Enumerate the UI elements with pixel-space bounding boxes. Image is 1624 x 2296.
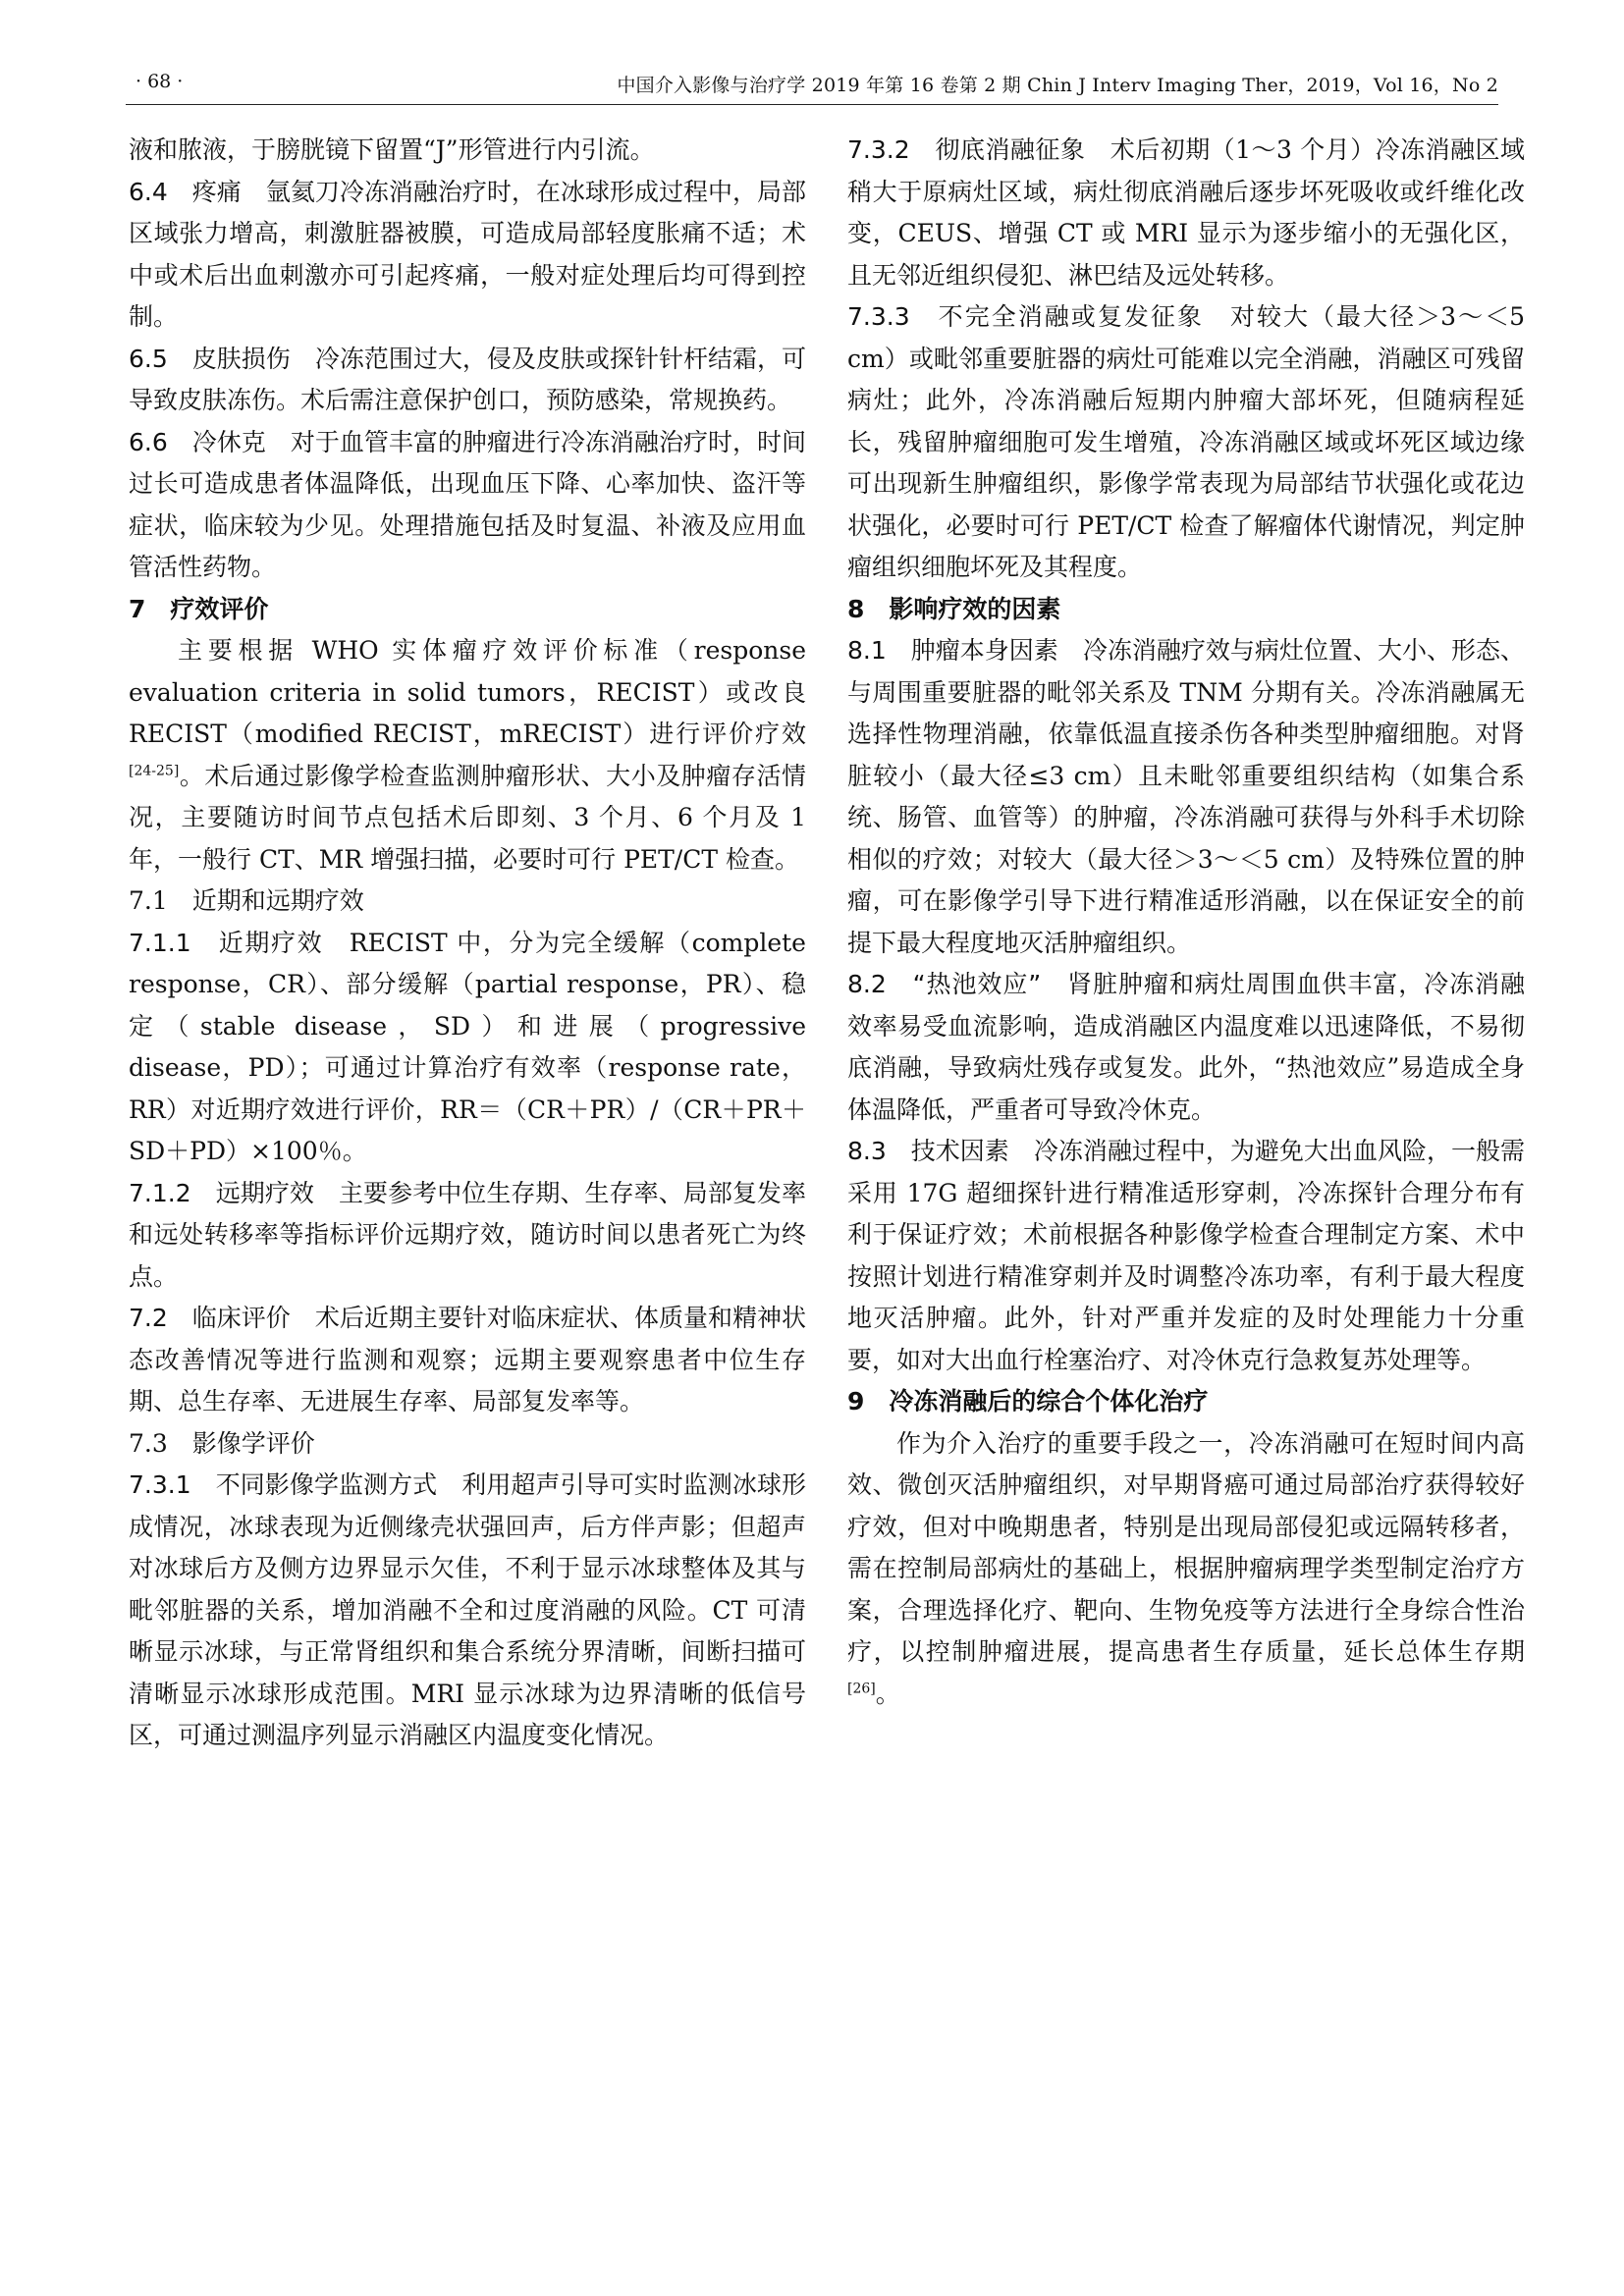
section-text: 冷冻消融过程中，为避免大出血风险，一般需采用 17G 超细探针进行精准适形穿刺，冷冻探针合理分布有利于保证疗效；术前根据各种影像学检查合理制定方案、术中按照计划进行精准穿刺并及时调整冷冻功率，有利于最大程度地灭活肿瘤。此外，针对严重并发症的及时处理能力十分重要，如对大出血行栓塞治疗、对冷休克行急救复苏处理等。 [847,1137,1525,1374]
section-text: 氩氦刀冷冻消融治疗时，在冰球形成过程中，局部区域张力增高，刺激脏器被膜，可造成局部轻度胀痛不适；术中或术后出血刺激亦可引起疼痛，一般对症处理后均可得到控制。 [129,177,806,331]
section-6-4 [129,172,806,339]
section-label: 7.2 临床评价 [129,1304,315,1332]
section-label: 7.3.1 不同影像学监测方式 [129,1470,462,1499]
section-8-1 [847,630,1525,964]
section-text: 主要参考中位生存期、生存率、局部复发率和远处转移率等指标评价远期疗效，随访时间以患者死亡为终点。 [129,1178,806,1291]
section-8-2 [847,964,1525,1131]
heading-7: 7 疗效评价 [129,594,269,623]
section-label: 7.3.2 彻底消融征象 [847,135,1110,164]
citation-ref: [26] [847,1681,876,1697]
paragraph: 作为介入治疗的重要手段之一，冷冻消融可在短时间内高效、微创灭活肿瘤组织，对早期肾癌可通过局部治疗获得较好疗效，但对中晚期患者，特别是出现局部侵犯或远隔转移者，需在控制局部病灶的基础上，根据肿瘤病理学类型制定治疗方案，合理选择化疗、靶向、生物免疫等方法进行全身综合性治疗，以控制肿瘤进展，提高患者生存质量，延长总体生存期[26]。 [847,1428,1525,1708]
journal-citation: 中国介入影像与治疗学 2019 年第 16 卷第 2 期 Chin J Interv Imaging Ther，2019，Vol 16，No 2 [617,75,1498,96]
section-text: 冷冻消融疗效与病灶位置、大小、形态、与周围重要脏器的毗邻关系及 TNM 分期有关。冷冻消融属无选择性物理消融，依靠低温直接杀伤各种类型肿瘤细胞。对肾脏较小（最大径≤3 cm）且未毗邻重要组织结构（如集合系统、肠管、血管等）的肿瘤，冷冻消融可获得与外科手术切除相似的疗效；对较大（最大径＞3～＜5 cm）及特殊位置的肿瘤，可在影像学引导下进行精准适形消融，以在保证安全的前提下最大程度地灭活肿瘤组织。 [847,636,1525,957]
section-6-5 [129,339,806,422]
section-text: 利用超声引导可实时监测冰球形成情况，冰球表现为近侧缘壳状强回声，后方伴声影；但超声对冰球后方及侧方边界显示欠佳，不利于显示冰球整体及其与毗邻脏器的关系，增加消融不全和过度消融的风险。CT 可清晰显示冰球，与正常肾组织和集合系统分界清晰，间断扫描可清晰显示冰球形成范围。MRI 显示冰球为边界清晰的低信号区，可通过测温序列显示消融区内温度变化情况。 [129,1470,806,1749]
heading-8: 8 影响疗效的因素 [847,594,1061,623]
section-7-1-2 [129,1173,806,1299]
heading-7-1: 7.1 近期和远期疗效 [129,886,364,915]
citation-ref: [24-25] [129,763,180,779]
section-7-3-2 [847,130,1525,296]
heading-9: 9 冷冻消融后的综合个体化治疗 [847,1387,1209,1415]
running-header [126,65,1498,105]
section-label: 8.3 技术因素 [847,1137,1034,1165]
section-label: 8.1 肿瘤本身因素 [847,636,1083,665]
section-text: 冷冻范围过大，侵及皮肤或探针针杆结霜，可导致皮肤冻伤。术后需注意保护创口，预防感染，常规换药。 [129,344,806,414]
section-6-6 [129,422,806,589]
section-label: 6.4 疼痛 [129,177,266,206]
section-8-3 [847,1131,1525,1381]
section-text: 术后近期主要针对临床症状、体质量和精神状态改善情况等进行监测和观察；远期主要观察患者中位生存期、总生存率、无进展生存率、局部复发率等。 [129,1304,806,1415]
section-label: 6.5 皮肤损伤 [129,344,315,373]
section-text: 肾脏肿瘤和病灶周围血供丰富，冷冻消融效率易受血流影响，造成消融区内温度难以迅速降低，不易彻底消融，导致病灶残存或复发。此外，“热池效应”易造成全身体温降低，严重者可导致冷休克。 [847,970,1525,1124]
section-7-3-1 [129,1465,806,1757]
section-7-1-1 [129,923,806,1173]
section-text: 对于血管丰富的肿瘤进行冷冻消融治疗时，时间过长可造成患者体温降低，出现血压下降、心率加快、盗汗等症状，临床较为少见。处理措施包括及时复温、补液及应用血管活性药物。 [129,427,806,581]
section-text: 对较大（最大径＞3～＜5 cm）或毗邻重要脏器的病灶可能难以完全消融，消融区可残留病灶；此外，冷冻消融后短期内肿瘤大部坏死，但随病程延长，残留肿瘤细胞可发生增殖，冷冻消融区域或坏死区域边缘可出现新生肿瘤组织，影像学常表现为局部结节状强化或花边状强化，必要时可行 PET/CT 检查了解瘤体代谢情况，判定肿瘤组织细胞坏死及其程度。 [847,302,1525,581]
section-label: 8.2 “热池效应” [847,970,1068,998]
section-7-2 [129,1298,806,1423]
section-7-3-3 [847,296,1525,589]
right-column [847,130,1525,1715]
paragraph: 液和脓液，于膀胱镜下留置“J”形管进行内引流。 [129,135,655,164]
heading-7-3: 7.3 影像学评价 [129,1428,315,1458]
section-text: RECIST 中，分为完全缓解（complete response，CR）、部分缓解（partial response，PR）、稳定（stable disease，SD）和进展（progressive disease，PD）；可通过计算治疗有效率（response rate，RR）对近期疗效进行评价，RR＝（CR＋PR）/（CR＋PR＋SD＋PD）×100％。 [129,928,806,1165]
left-column [129,130,806,1757]
section-label: 7.1.2 远期疗效 [129,1178,339,1207]
section-text: 术后初期（1～3 个月）冷冻消融区域稍大于原病灶区域，病灶彻底消融后逐步坏死吸收或纤维化改变，CEUS、增强 CT 或 MRI 显示为逐步缩小的无强化区，且无邻近组织侵犯、淋巴结及远处转移。 [847,135,1525,290]
page-number: · 68 · [135,71,184,92]
section-label: 7.3.3 不完全消融或复发征象 [847,302,1230,331]
paragraph: 主要根据 WHO 实体瘤疗效评价标准（response evaluation criteria in solid tumors，RECIST）或改良 RECIST（modified RECIST，mRECIST）进行评价疗效[24-25]。术后通过影像学检查监测肿瘤形状、大小及肿瘤存活情况，主要随访时间节点包括术后即刻、3 个月、6 个月及 1 年，一般行 CT、MR 增强扫描，必要时可行 PET/CT 检查。 [129,636,806,874]
section-label: 6.6 冷休克 [129,427,291,456]
section-label: 7.1.1 近期疗效 [129,928,350,957]
